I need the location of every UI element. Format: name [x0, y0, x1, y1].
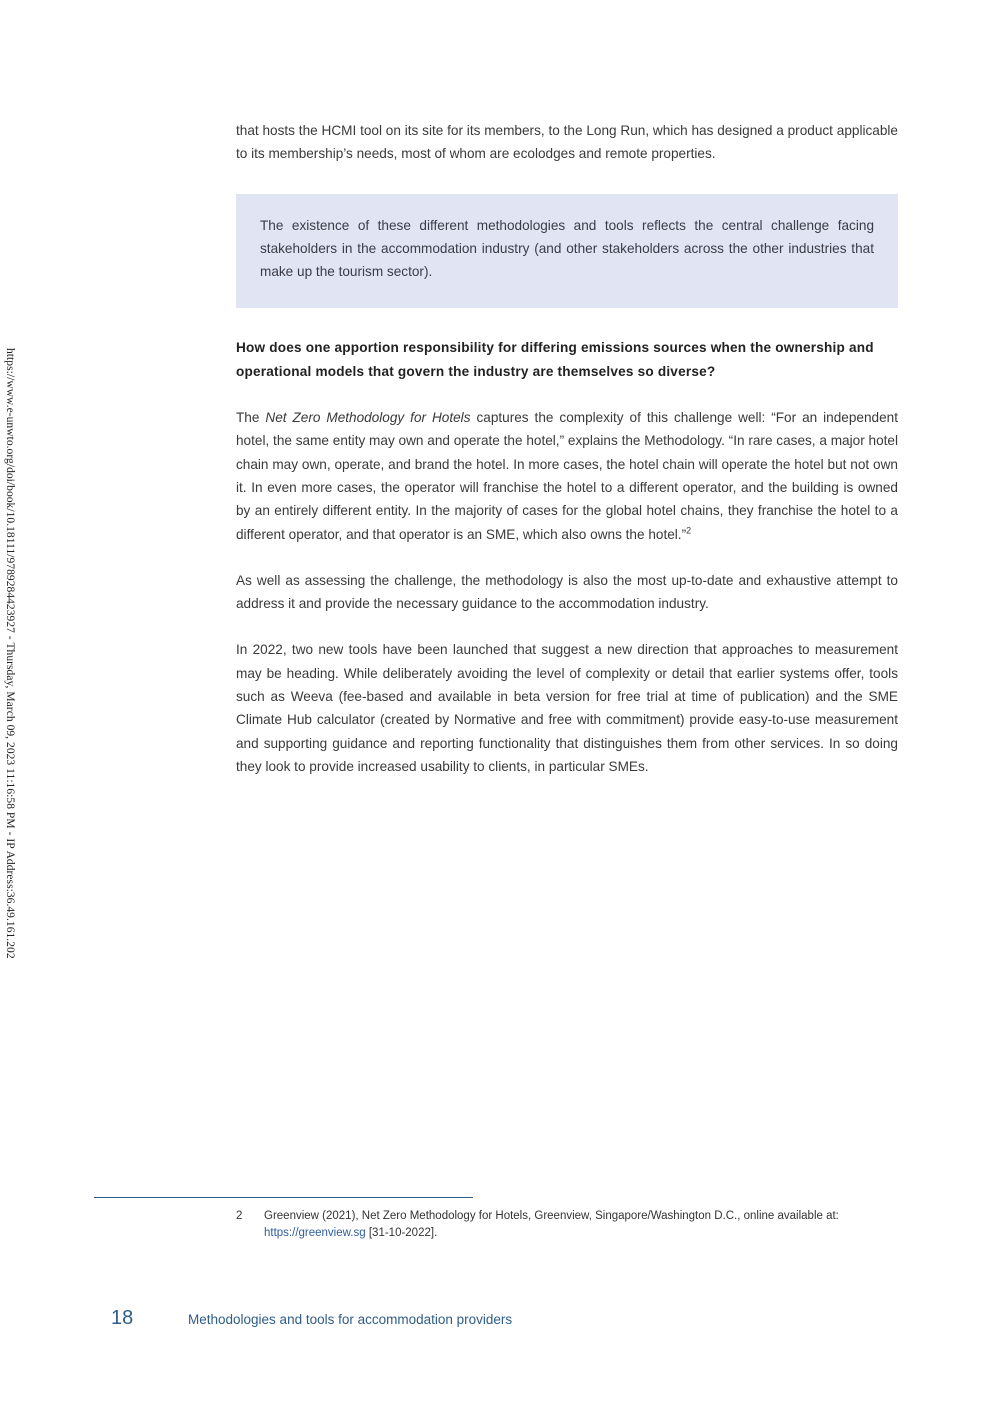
paragraph-methodology — [236, 406, 898, 546]
paragraph-assessment: As well as assessing the challenge, the methodology is also the most up-to-date and exhaustive attempt to address it and provide the necessary guidance to the accommodation industry. — [236, 572, 898, 612]
footnote-number: 2 — [236, 1210, 243, 1222]
download-watermark — [2, 348, 18, 1054]
page-number: 18 — [111, 1307, 134, 1329]
main-content — [236, 119, 898, 801]
methodology-title: Net Zero Methodology for Hotels — [265, 410, 471, 426]
footnote — [236, 1208, 886, 1242]
footnote-divider — [94, 1197, 473, 1198]
highlight-box — [236, 194, 898, 309]
footnote-citation: Greenview (2021), Net Zero Methodology for Hotels, Greenview, Singapore/Washington D.C., online available at: — [264, 1210, 839, 1222]
footnote-date: [31-10-2022]. — [365, 1227, 438, 1239]
paragraph-methodology-start: The — [236, 410, 266, 426]
footnote-text — [264, 1208, 886, 1242]
footnote-link[interactable]: https://greenview.sg — [264, 1227, 366, 1239]
running-title: Methodologies and tools for accommodation providers — [188, 1312, 513, 1327]
lead-paragraph: that hosts the HCMI tool on its site for its members, to the Long Run, which has designed a product applicable to its membership’s needs, most of whom are ecolodges and remote properties. — [236, 123, 898, 162]
download-watermark-text: https://www.e-unwto.org/doi/book/10.18111/9789284423927 - Thursday, March 09, 2023 11:16:58 PM - IP Address:36.49.161.202 — [4, 348, 16, 959]
paragraph-methodology-rest: captures the complexity of this challenge well: “For an independent hotel, the same entity may own and operate the hotel,” explains the Methodology. “In rare cases, a major hotel chain may own, operate, and brand the hotel. In more cases, the hotel chain will operate the hotel but not own it. In even more cases, the operator will franchise the hotel to a different operator, and the building is owned by an entirely different entity. In the majority of cases for the global hotel chains, they franchise the hotel to a different operator, and that operator is an SME, which also owns the hotel.” — [236, 410, 898, 542]
question-heading: How does one apportion responsibility for differing emissions sources when the ownership and operational models that govern the industry are themselves so diverse? — [236, 340, 874, 379]
footnote-reference[interactable]: 2 — [686, 525, 692, 536]
highlight-text: The existence of these different methodologies and tools reflects the central challenge facing stakeholders in the accommodation industry (and other stakeholders across the other industries that make up the tourism sector). — [260, 217, 874, 280]
paragraph-new-tools: In 2022, two new tools have been launched that suggest a new direction that approaches to measurement may be heading. While deliberately avoiding the level of complexity or detail that earlier systems offer, tools such as Weeva (fee-based and available in beta version for free trial at time of publication) and the SME Climate Hub calculator (created by Normative and free with commitment) provide easy-to-use measurement and supporting guidance and reporting functionality that distinguishes them from other services. In so doing they look to provide increased usability to clients, in particular SMEs. — [236, 642, 898, 774]
